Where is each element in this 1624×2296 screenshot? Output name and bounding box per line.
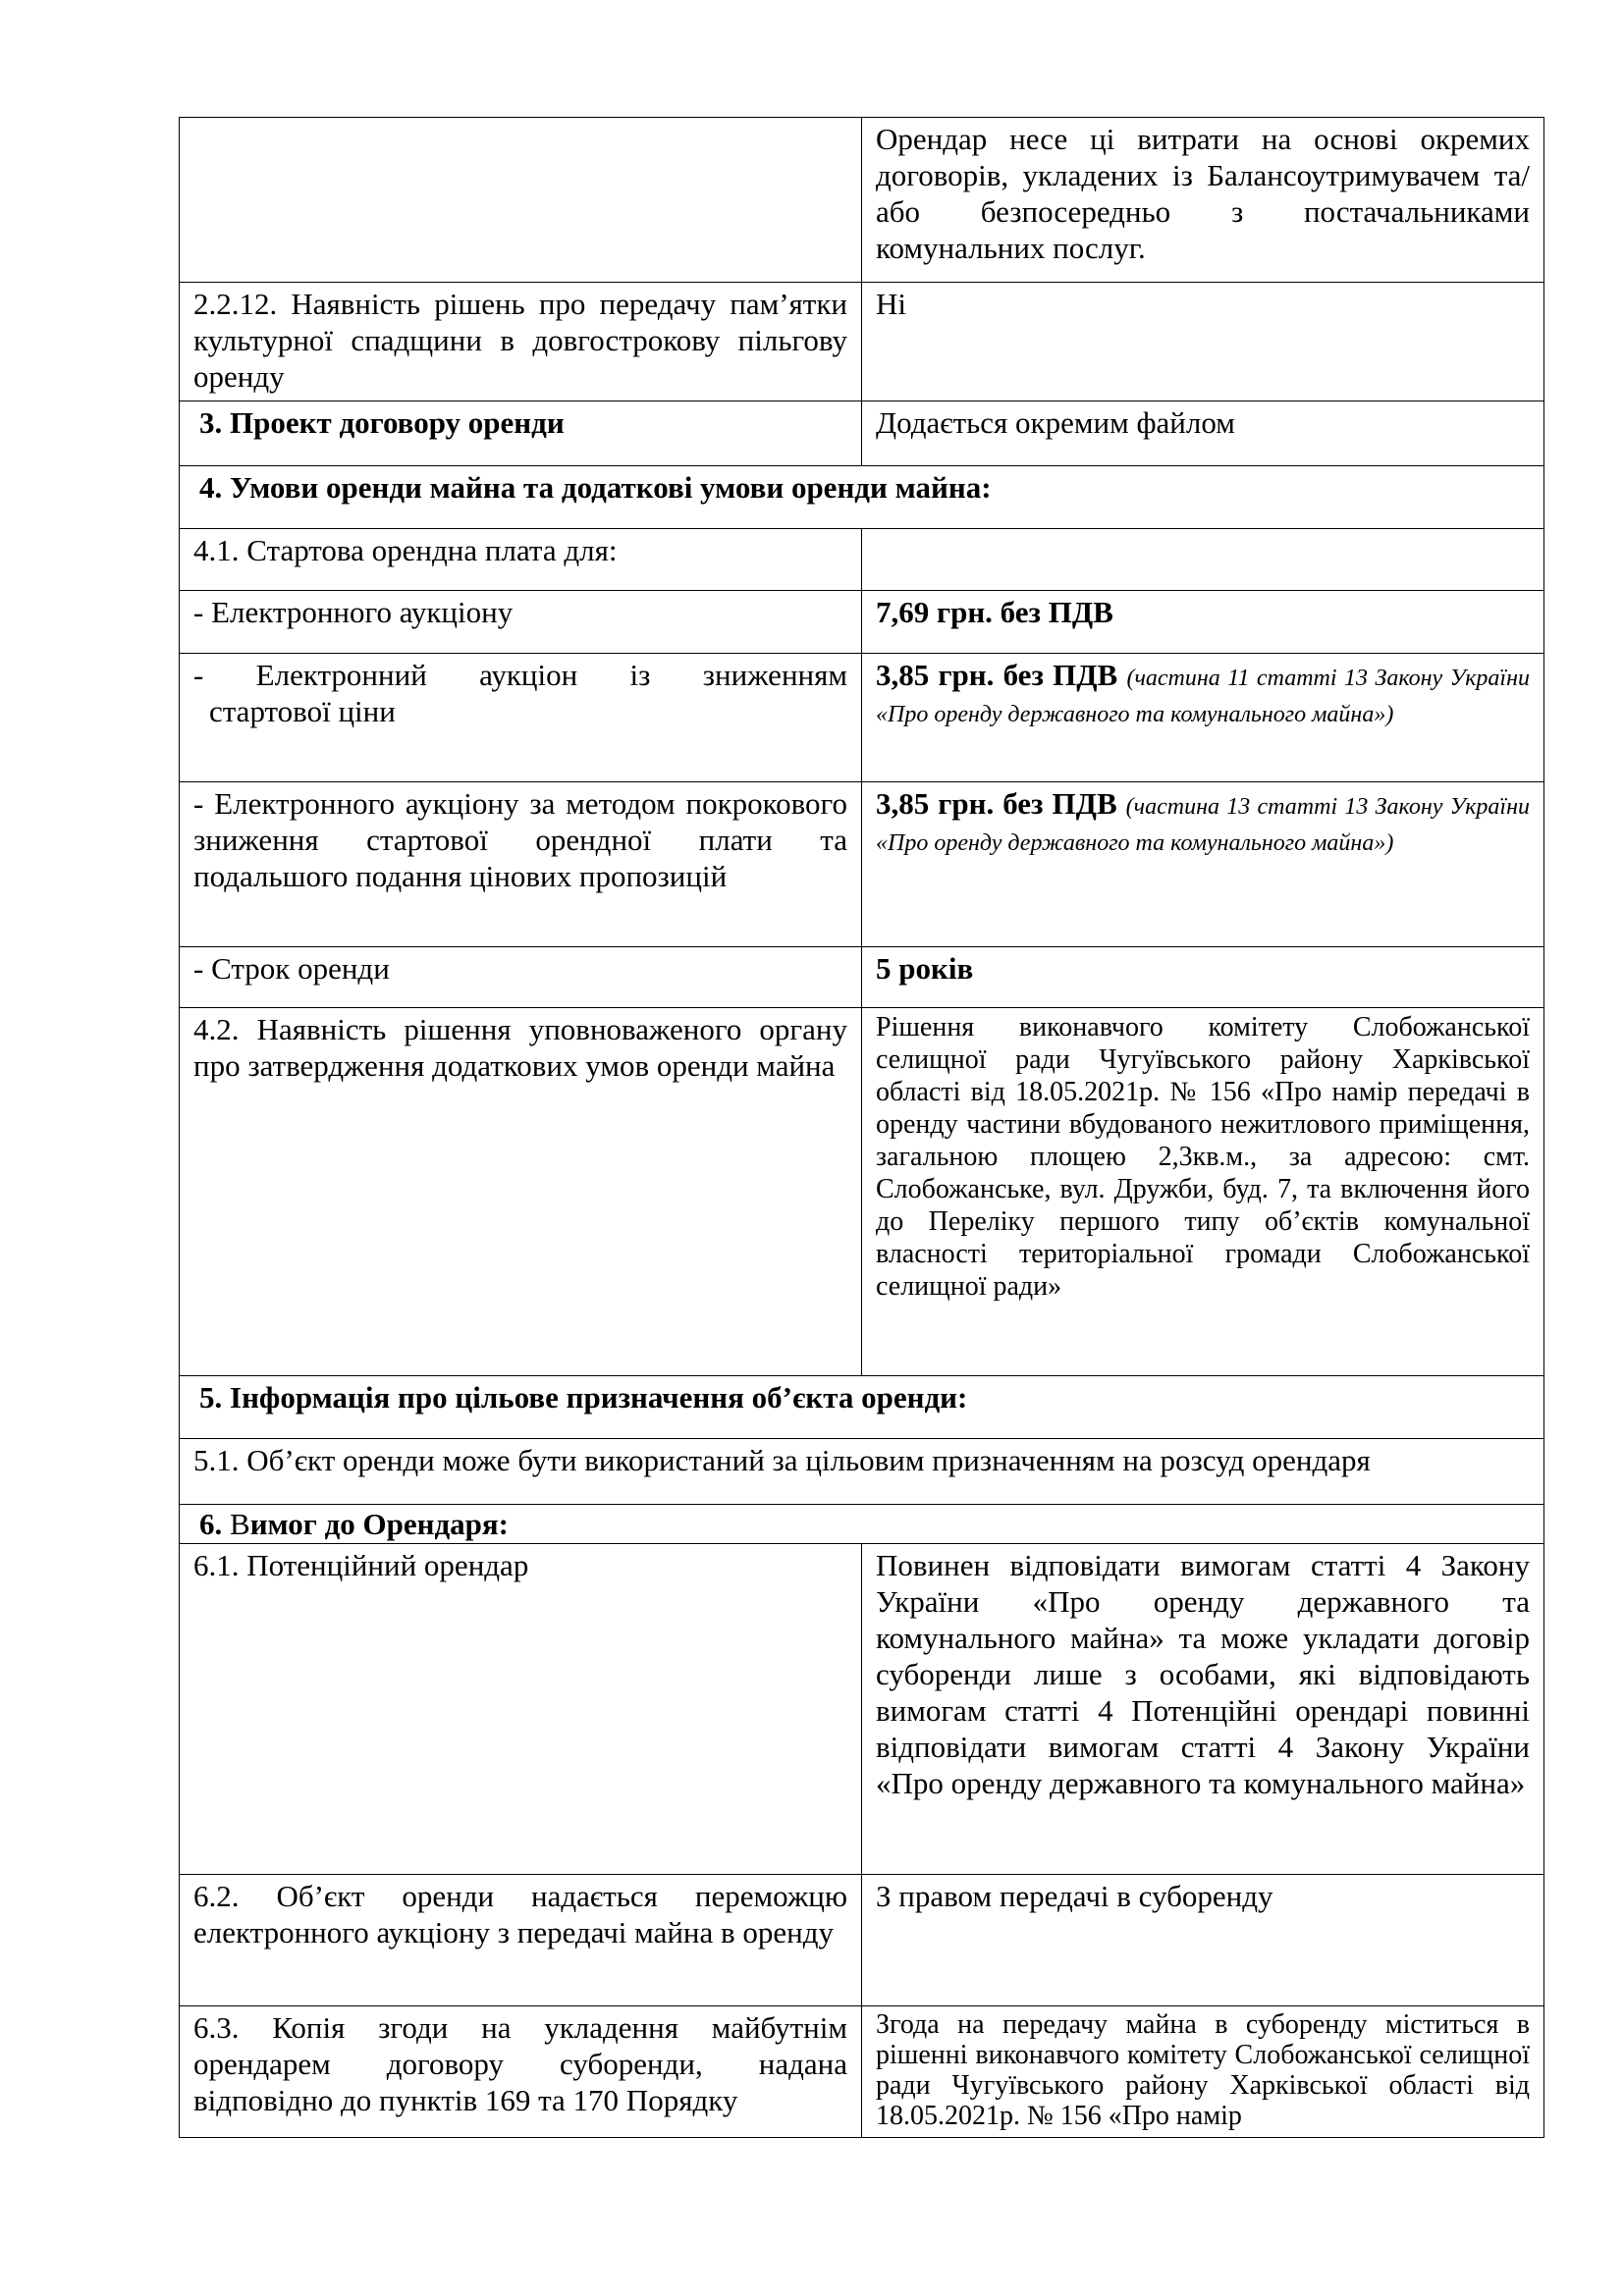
reduced-auction-label [180, 654, 862, 782]
table-row [180, 1376, 1544, 1439]
auction-price: 7,69 грн. без ПДВ [862, 591, 1544, 654]
section-5-heading: 5. Інформація про цільове призначення об’єкта оренди: [180, 1376, 1544, 1439]
table-row [180, 591, 1544, 654]
table-row [180, 782, 1544, 947]
stepwise-auction-price: 3,85 грн. без ПДВ [876, 786, 1117, 821]
contract-draft-value: Додається окремим файлом [862, 401, 1544, 466]
table-row [180, 1439, 1544, 1505]
table-row [180, 401, 1544, 466]
reduced-auction-line1: - Електронний аукціон із зниженням [193, 658, 847, 692]
stepwise-auction-law-ref: (частина 13 статті 13 Закону України «Про оренду державного та комунального майна») [876, 794, 1531, 856]
utilities-note: Орендар несе ці витрати на основі окремих договорів, укладених із Балансоутримувачем та/або безпосередньо з постачальниками комунальних послуг. [862, 118, 1544, 283]
table-row [180, 118, 1544, 283]
table-row [180, 654, 1544, 782]
section-6-number: 6. [199, 1507, 223, 1541]
sublease-value: З правом передачі в суборенду [862, 1875, 1544, 2006]
decision-label: 4.2. Наявність рішення уповноваженого органу про затвердження додаткових умов оренди майна [180, 1008, 862, 1376]
table-row [180, 1875, 1544, 2006]
stepwise-auction-value [862, 782, 1544, 947]
reduced-auction-price: 3,85 грн. без ПДВ [876, 658, 1118, 692]
section-6-heading [180, 1505, 1544, 1544]
heritage-label: 2.2.12. Наявність рішень про передачу пам’ятки культурної спадщини в довгострокову пільгову оренду [180, 283, 862, 401]
starting-rent-value [862, 529, 1544, 591]
contract-draft-label: 3. Проект договору оренди [180, 401, 862, 466]
reduced-auction-law-ref: (частина 11 статті 13 Закону України «Про оренду державного та комунального майна») [876, 666, 1531, 727]
sublease-consent-label: 6.3. Копія згоди на укладення майбутнім орендарем договору суборенди, надана відповідно до пунктів 169 та 170 Порядку [180, 2006, 862, 2138]
reduced-auction-line2: стартової ціни [209, 694, 396, 728]
heritage-value: Ні [862, 283, 1544, 401]
sublease-consent-value: Згода на передачу майна в суборенду міститься в рішенні виконавчого комітету Слобожанської селищної ради Чугуївського району Харківської області від 18.05.2021р. № 156 «Про намір [862, 2006, 1544, 2138]
table-row [180, 947, 1544, 1008]
table-row [180, 529, 1544, 591]
lease-terms-table [179, 117, 1544, 2138]
auction-label: - Електронного аукціону [180, 591, 862, 654]
lease-term-label: - Строк оренди [180, 947, 862, 1008]
stepwise-auction-label: - Електронного аукціону за методом покрокового зниження стартової орендної плати та подальшого подання цінових пропозицій [180, 782, 862, 947]
tenant-label: 6.1. Потенційний орендар [180, 1544, 862, 1875]
purpose-text: 5.1. Об’єкт оренди може бути використаний за цільовим призначенням на розсуд орендаря [180, 1439, 1544, 1505]
table-row [180, 283, 1544, 401]
section-6-first-letter: В [230, 1507, 250, 1541]
section-6-title: имог до Орендаря: [249, 1507, 510, 1541]
reduced-auction-value [862, 654, 1544, 782]
table-row [180, 1008, 1544, 1376]
starting-rent-label: 4.1. Стартова орендна плата для: [180, 529, 862, 591]
decision-value: Рішення виконавчого комітету Слобожанської селищної ради Чугуївського району Харківської області від 18.05.2021р. № 156 «Про намір передачі в оренду частини вбудованого нежитлового приміщення, загальною площею 2,3кв.м., за адресою: смт. Слобожанське, вул. Дружби, буд. 7, та включення його до Переліку першого типу об’єктів комунальної власності територіальної громади Слобожанської селищної ради» [862, 1008, 1544, 1376]
table-row [180, 2006, 1544, 2138]
table-row [180, 466, 1544, 529]
table-row [180, 1505, 1544, 1544]
table-row [180, 1544, 1544, 1875]
tenant-requirements: Повинен відповідати вимогам статті 4 Закону України «Про оренду державного та комунального майна» та може укладати договір суборенди лише з особами, які відповідають вимогам статті 4 Потенційні орендарі повинні відповідати вимогам статті 4 Закону України «Про оренду державного та комунального майна» [862, 1544, 1544, 1875]
lease-term-value: 5 років [862, 947, 1544, 1008]
section-4-heading: 4. Умови оренди майна та додаткові умови оренди майна: [180, 466, 1544, 529]
sublease-label: 6.2. Об’єкт оренди надається переможцю електронного аукціону з передачі майна в оренду [180, 1875, 862, 2006]
cell-empty [180, 118, 862, 283]
